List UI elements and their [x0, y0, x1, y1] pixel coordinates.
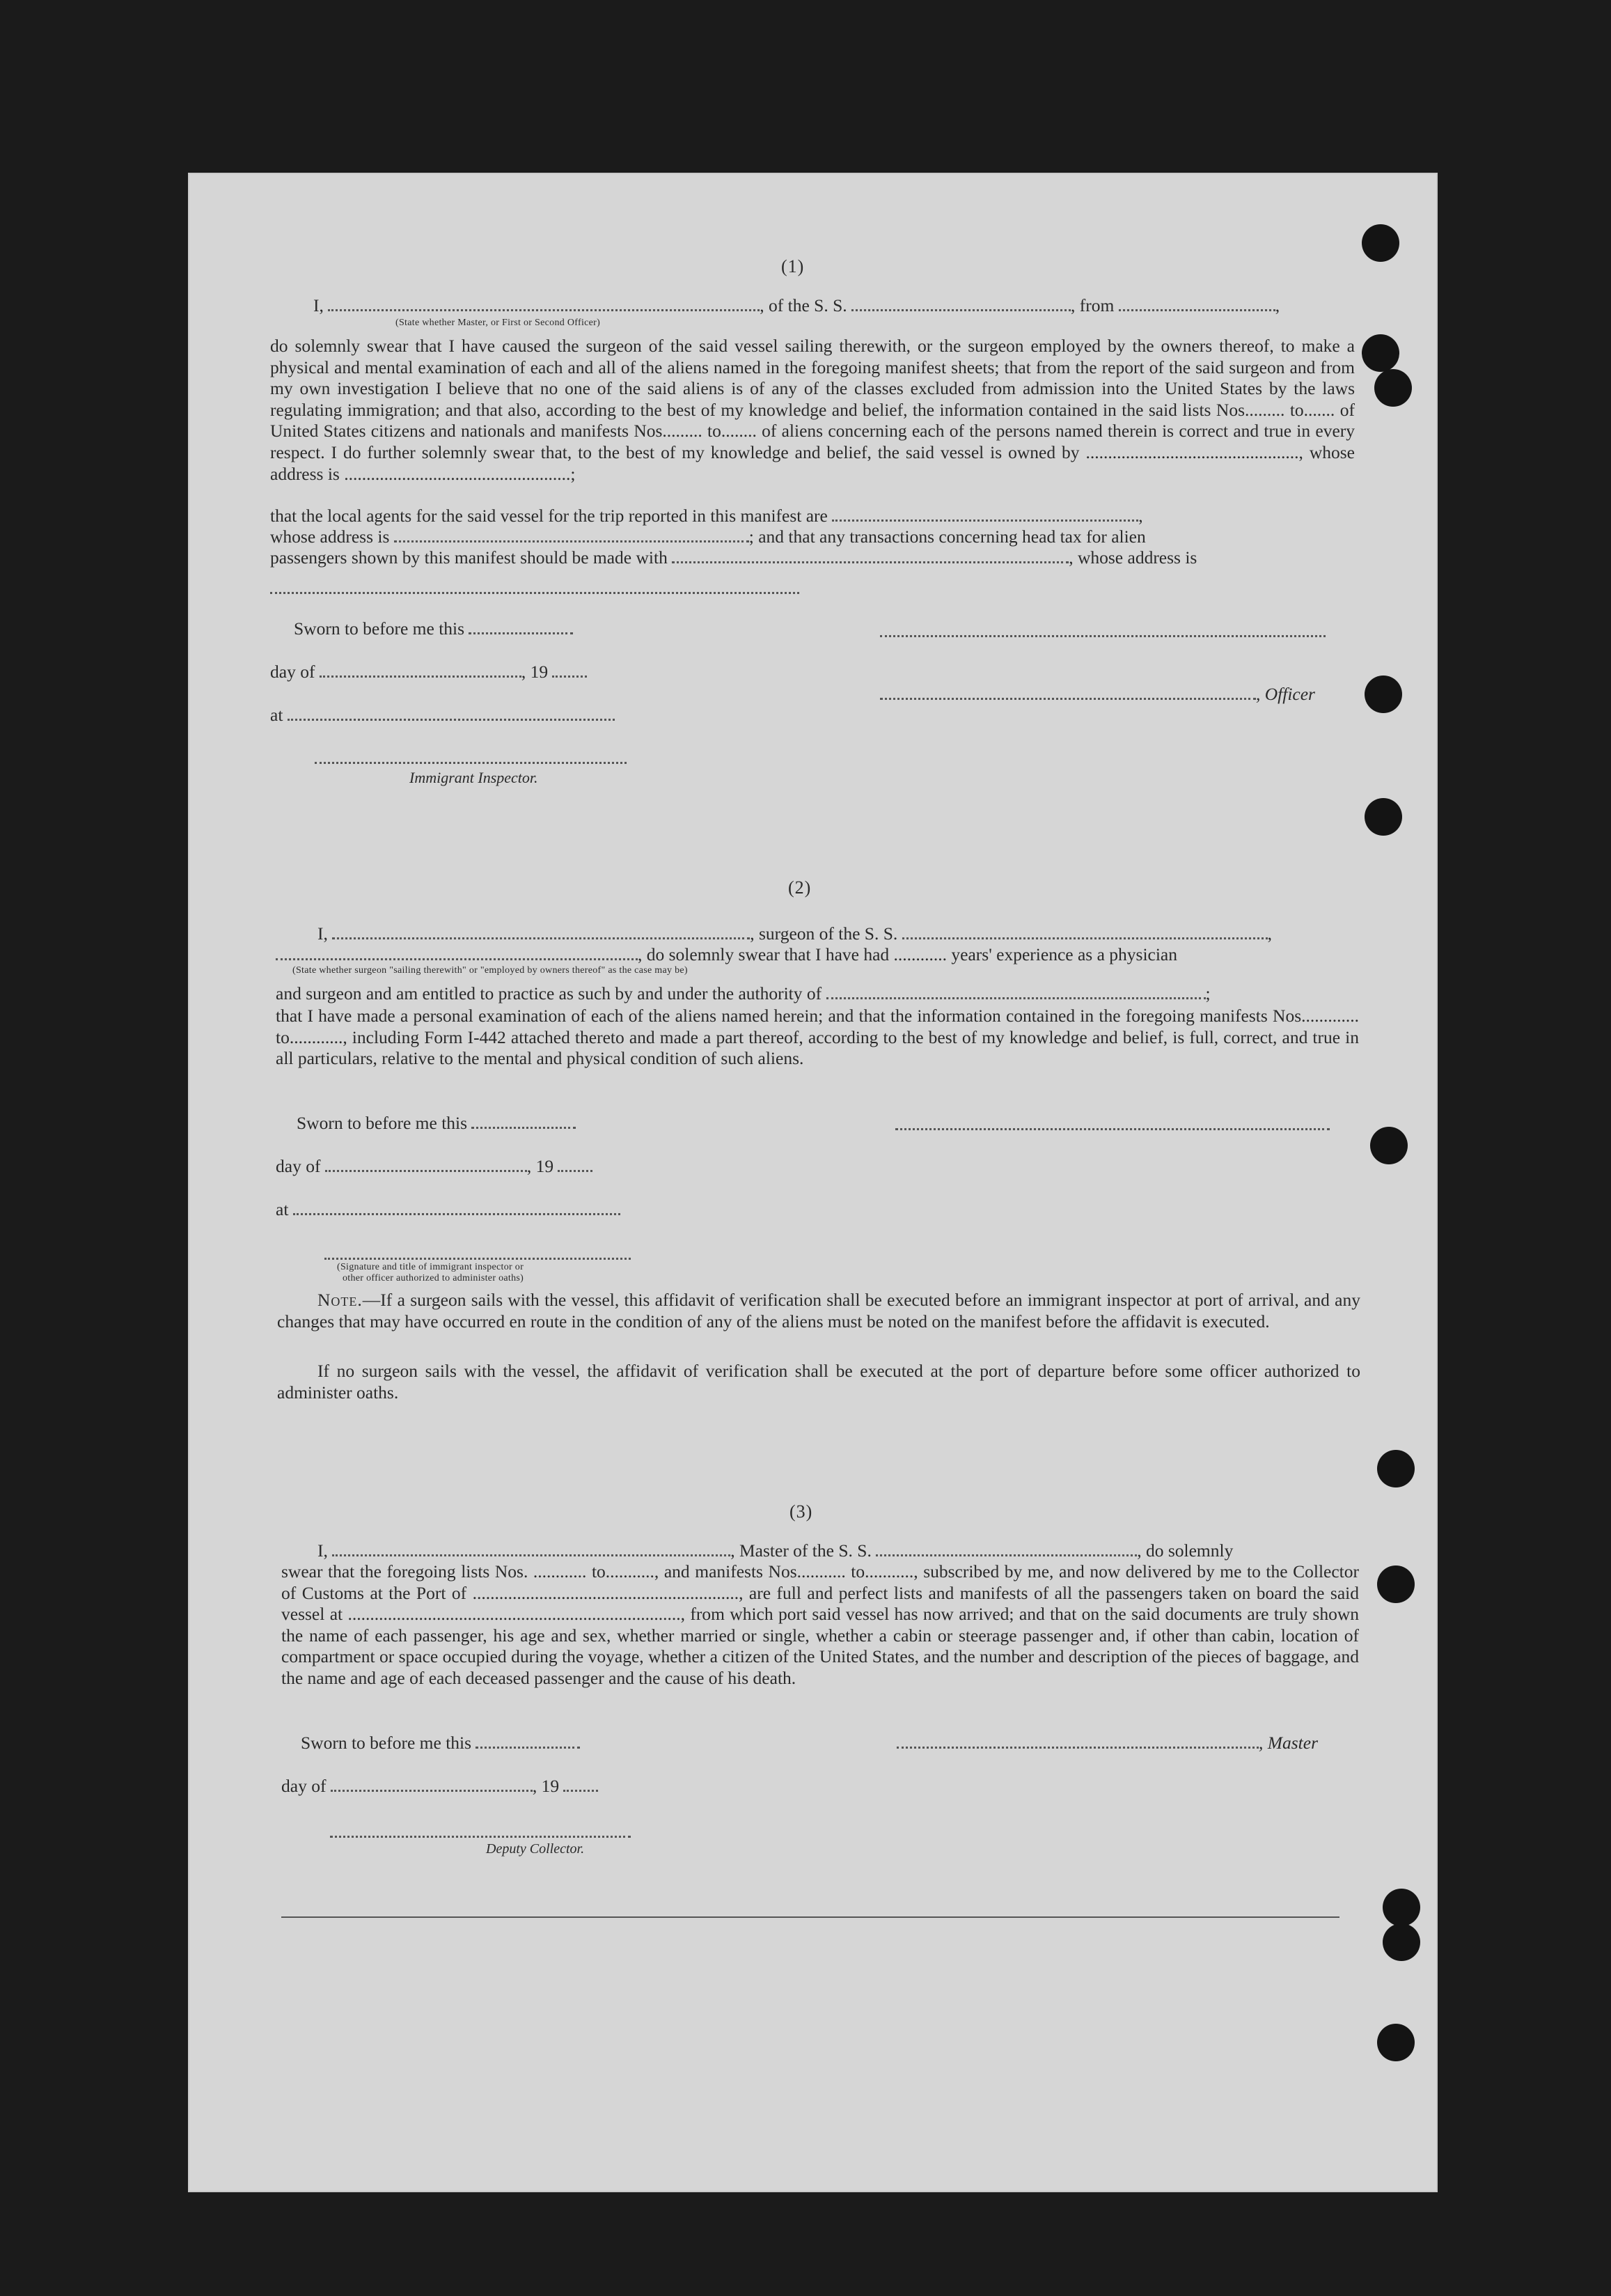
- s2-ship-blank: [902, 925, 1268, 939]
- s1-agents-line: that the local agents for the said vessel for the trip reported in this manifest are ,: [270, 506, 1143, 526]
- s1-year-text: , 19: [521, 662, 549, 682]
- s3-name-blank: [332, 1542, 730, 1556]
- s3-year-blank: [563, 1777, 598, 1792]
- s3-day-text: day of: [281, 1776, 327, 1796]
- s3-master-blank: [897, 1734, 1259, 1749]
- s2-note2: If no surgeon sails with the vessel, the affidavit of verification shall be executed at the port of departure before some officer authorized to administer oaths.: [277, 1361, 1360, 1403]
- punch-hole: [1377, 2024, 1415, 2061]
- punch-hole: [1383, 1923, 1420, 1961]
- s1-year-blank: [552, 663, 587, 678]
- bottom-rule: [281, 1916, 1339, 1918]
- s2-note: [277, 1290, 1360, 1332]
- s1-day-blank: [320, 663, 521, 678]
- s2-i: I,: [317, 923, 328, 944]
- s1-at: [270, 705, 615, 726]
- s1-address-line: [270, 526, 1146, 547]
- s3-line1: [317, 1540, 1233, 1561]
- s1-passengers-line: [270, 547, 1197, 568]
- s2-line1: I, , surgeon of the S. S. ,: [317, 923, 1273, 944]
- s2-sworn: [297, 1113, 576, 1134]
- s2-sig-note-1: (Signature and title of immigrant inspector or: [337, 1262, 524, 1272]
- s3-sworn-text: Sworn to before me this: [301, 1733, 472, 1753]
- s1-agents-blank: [832, 507, 1138, 522]
- s2-surgeon-text: , surgeon of the S. S.: [750, 923, 898, 944]
- s3-day-of: [281, 1776, 598, 1797]
- s2-sworn-text: Sworn to before me this: [297, 1113, 468, 1133]
- s3-sworn: [301, 1733, 580, 1754]
- s1-headtax-text: ; and that any transactions concerning head tax for alien: [748, 526, 1146, 547]
- punch-hole: [1365, 798, 1402, 836]
- s2-year-blank: [558, 1157, 592, 1172]
- s2-at: [276, 1199, 620, 1220]
- s3-master-sig-text: , Master: [1259, 1733, 1318, 1753]
- s1-address-text: whose address is: [270, 526, 390, 547]
- s2-type-note: (State whether surgeon "sailing therewith" or "employed by owners thereof" as the case may be): [292, 965, 688, 976]
- s1-ship-blank: [851, 297, 1071, 311]
- s2-authority-blank: [826, 985, 1206, 999]
- s2-type-blank: [276, 946, 638, 960]
- s2-body: that I have made a personal examination of each of the aliens named herein; and that the information contained in the foregoing manifests Nos............. to............, including Form I-442 attached thereto and made a part thereof, according to the best of my knowledge and belief, is full, correct, and true in all particulars, relative to the mental and physical condition of such aliens.: [276, 1006, 1359, 1069]
- section-2-number: (2): [788, 877, 812, 898]
- s1-passengers-text: passengers shown by this manifest should be made with: [270, 547, 668, 568]
- s2-name-blank: [332, 925, 750, 939]
- s1-inspector-blank: [315, 762, 627, 764]
- s1-officer-line: [880, 684, 1315, 705]
- s1-day-of: [270, 662, 587, 682]
- s1-from: , from: [1071, 295, 1115, 315]
- s2-day-text: day of: [276, 1156, 321, 1176]
- s1-body: do solemnly swear that I have caused the surgeon of the said vessel sailing therewith, or the surgeon employed by the owners thereof, to make a physical and mental examination of each and all of the aliens named in the foregoing manifest sheets; that from the report of the said surgeon and from my own investigation I believe that no one of the said aliens is of any of the classes excluded from admission into the United States by the laws regulating immigration; and that also, according to the best of my knowledge and belief, the information contained in the said lists Nos......... to....... of United States citizens and nationals and manifests Nos......... to........ of aliens concerning each of the persons named therein is correct and true in every respect. I do further solemnly swear that, to the best of my knowledge and belief, the said vessel is owned by ................................................, whose address is ...................................................;: [270, 336, 1355, 484]
- punch-hole: [1365, 675, 1402, 713]
- s1-from-blank: [1119, 297, 1275, 311]
- s3-master-line: [897, 1733, 1318, 1754]
- s2-inspector-blank: [324, 1258, 631, 1260]
- s1-of-ss: , of the S. S.: [760, 295, 847, 315]
- punch-hole: [1370, 1127, 1408, 1164]
- s3-body: swear that the foregoing lists Nos. ............ to..........., and manifests Nos........... to..........., subscribed by me, and now delivered by me to the Collector of Customs at the Port of ............................................................, are full and perfect lists and manifests of all the passengers taken on board the said vessel at ..........................................................................., from which port said vessel has now arrived; and that on the said documents are truly shown the name of each passenger, his age and sex, whether married or single, whether a cabin or steerage passenger and, if other than cabin, location of compartment or space occupied during the voyage, whether a citizen of the United States, and the number and description of the pieces of baggage, and the name and age of each deceased passenger and the cause of his death.: [281, 1561, 1359, 1688]
- s3-i: I,: [317, 1540, 328, 1561]
- s2-line2: [276, 944, 1177, 965]
- s2-sig-note-2: other officer authorized to administer oaths): [343, 1273, 524, 1283]
- s3-year-text: , 19: [532, 1776, 560, 1796]
- s3-deputy-blank: [330, 1836, 631, 1838]
- s3-deputy: Deputy Collector.: [486, 1841, 585, 1857]
- s1-inspector: Immigrant Inspector.: [409, 769, 538, 786]
- s3-sworn-blank: [476, 1734, 580, 1749]
- s1-sig-blank: [880, 635, 1326, 637]
- s1-officer-text: , Officer: [1256, 684, 1315, 704]
- s1-officer-blank: [880, 685, 1256, 700]
- s1-whose-text: , whose address is: [1069, 547, 1197, 568]
- s3-ship-blank: [876, 1542, 1137, 1556]
- s3-day-blank: [331, 1777, 533, 1792]
- punch-hole: [1374, 369, 1412, 407]
- s2-note-label: Note.: [317, 1290, 363, 1310]
- s1-agents-text: that the local agents for the said vessel for the trip reported in this manifest are: [270, 506, 828, 526]
- s2-authority-text: and surgeon and am entitled to practice as such by and under the authority of: [276, 983, 822, 1003]
- s1-passengers-blank: [672, 549, 1069, 563]
- s2-at-text: at: [276, 1199, 289, 1219]
- s2-at-blank: [293, 1201, 620, 1215]
- s1-day-text: day of: [270, 662, 315, 682]
- s2-year-text: , 19: [526, 1156, 554, 1176]
- s2-experience-text: , do solemnly swear that I have had ............ years' experience as a physician: [638, 944, 1177, 965]
- punch-hole: [1362, 334, 1399, 372]
- punch-hole: [1362, 224, 1399, 262]
- s2-line3: and surgeon and am entitled to practice as such by and under the authority of ;: [276, 983, 1211, 1003]
- section-1-number: (1): [781, 256, 805, 276]
- s2-sig-blank: [895, 1128, 1330, 1130]
- punch-hole: [1377, 1450, 1415, 1487]
- s2-sworn-blank: [471, 1114, 576, 1129]
- s1-officer-note: (State whether Master, or First or Second Officer): [395, 318, 601, 328]
- s1-sworn: [294, 618, 573, 639]
- punch-hole: [1383, 1889, 1420, 1926]
- s1-address-blank-2: [270, 592, 799, 594]
- s1-i: I,: [313, 295, 324, 315]
- form-paper: [188, 173, 1438, 2192]
- s1-at-text: at: [270, 705, 283, 725]
- section-3-number: (3): [789, 1501, 813, 1522]
- s2-note-text: —If a surgeon sails with the vessel, this affidavit of verification shall be executed before an immigrant inspector at port of arrival, and any changes that may have occurred en route in the condition of any of the aliens must be noted on the manifest before the affidavit is executed.: [277, 1290, 1360, 1331]
- s3-solemnly-text: , do solemnly: [1137, 1540, 1234, 1561]
- s2-day-of: [276, 1156, 592, 1177]
- s1-address-blank: [394, 528, 749, 542]
- s1-name-blank: [328, 297, 760, 311]
- s1-at-blank: [288, 706, 615, 721]
- punch-hole: [1377, 1565, 1415, 1603]
- s1-sworn-text: Sworn to before me this: [294, 618, 465, 639]
- s2-day-blank: [325, 1157, 527, 1172]
- s3-master-text: , Master of the S. S.: [730, 1540, 872, 1561]
- s1-sworn-blank: [469, 620, 573, 634]
- s1-line1: I, , of the S. S. , from ,: [313, 295, 1280, 315]
